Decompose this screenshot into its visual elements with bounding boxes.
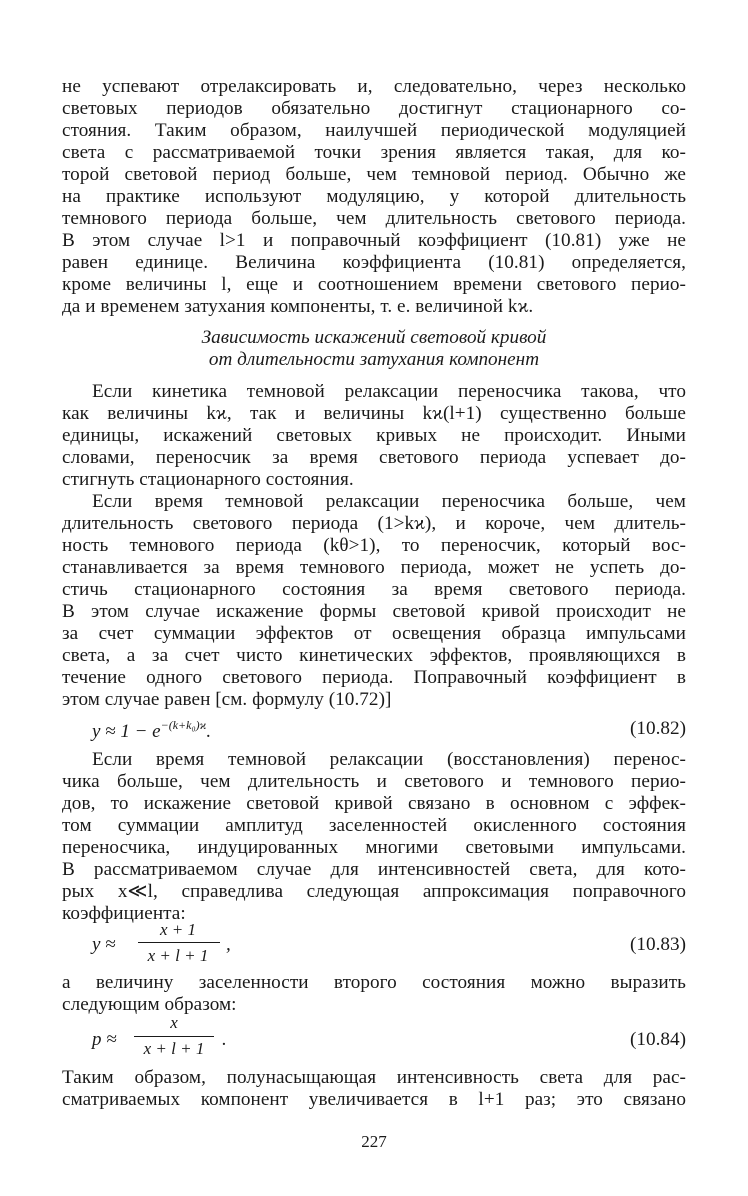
text-line: света с рассматриваемой точки зрения является такая, для ко- <box>62 142 686 163</box>
equation-number: (10.83) <box>630 934 686 955</box>
text-line: переносчика, индуцированных многими световыми импульсами. <box>62 837 686 858</box>
fraction-numerator: x <box>170 1013 178 1032</box>
text-line: дов, то искажение световой кривой связано в основном с эффек- <box>62 793 686 814</box>
text-line: Таким образом, полунасыщающая интенсивность света для рас- <box>62 1067 686 1088</box>
equation-punctuation: . <box>222 1029 227 1050</box>
heading-line: от длительности затухания компонент <box>208 349 540 370</box>
text-line: чика больше, чем длительность и светового и темнового перио- <box>62 771 686 792</box>
text-line: следующим образом: <box>62 994 237 1015</box>
text-line: равен единице. Величина коэффициента (10.81) определяется, <box>62 252 686 273</box>
text-line: В этом случае l>1 и поправочный коэффициент (10.81) уже не <box>62 230 686 251</box>
equation-lhs: y ≈ <box>92 934 116 955</box>
text-line: не успевают отрелаксировать и, следовательно, через несколько <box>62 76 686 97</box>
text-line: на практике используют модуляцию, у которой длительность <box>62 186 686 207</box>
text-line: том суммации амплитуд заселенностей окисленного состояния <box>62 815 686 836</box>
fraction-denominator: x + l + 1 <box>147 946 209 965</box>
text-line: В этом случае искажение формы световой кривой происходит не <box>62 601 686 622</box>
text-line: стичь стационарного состояния за время светового периода. <box>62 579 686 600</box>
text-line: за счет суммации эффектов от освещения образца импульсами <box>62 623 686 644</box>
text-line: как величины kϰ, так и величины kϰ(l+1) существенно больше <box>62 403 686 424</box>
text-line: да и временем затухания компоненты, т. е. величиной kϰ. <box>62 296 534 317</box>
fraction-numerator: x + 1 <box>159 920 197 939</box>
text-line: ность темнового периода (kθ>1), то переносчик, который вос- <box>62 535 686 556</box>
text-line: Если время темновой релаксации переносчика больше, чем <box>92 491 686 512</box>
text-line: длительность светового периода (1>kϰ), и короче, чем длитель- <box>62 513 686 534</box>
page-number: 227 <box>361 1132 387 1151</box>
text-line: течение одного светового периода. Поправочный коэффициент в <box>62 667 686 688</box>
text-line: словами, переносчик за время светового периода успевает до- <box>62 447 686 468</box>
fraction-bar <box>138 942 220 943</box>
text-line: торой световой период больше, чем темновой период. Обычно же <box>62 164 686 185</box>
text-line: стигнуть стационарного состояния. <box>62 469 354 490</box>
text-line: этом случае равен [см. формулу (10.72)] <box>62 689 392 710</box>
text-line: стояния. Таким образом, наилучшей периодической модуляцией <box>62 120 686 141</box>
text-line: света, а за счет чисто кинетических эффектов, проявляющихся в <box>62 645 686 666</box>
text-line: световых периодов обязательно достигнут стационарного со- <box>62 98 686 119</box>
equation-number: (10.82) <box>630 718 686 739</box>
text-line: коэффициента: <box>62 903 186 924</box>
text-line: рых x≪l, справедлива следующая аппроксимация поправочного <box>62 881 686 902</box>
heading-line: Зависимость искажений световой кривой <box>201 327 547 348</box>
text-line: единицы, искажений световых кривых не происходит. Иными <box>62 425 686 446</box>
text-line: В рассматриваемом случае для интенсивностей света, для кото- <box>62 859 686 880</box>
equation-lhs: p ≈ <box>92 1029 117 1050</box>
text-line: станавливается за время темнового периода, может не успеть до- <box>62 557 686 578</box>
text-line: а величину заселенности второго состояния можно выразить <box>62 972 686 993</box>
text-line: кроме величины l, еще и соотношением времени светового перио- <box>62 274 686 295</box>
fraction-denominator: x + l + 1 <box>143 1039 205 1058</box>
text-line: сматриваемых компонент увеличивается в l+1 раз; это связано <box>62 1089 686 1110</box>
text-line: темнового периода больше, чем длительность светового периода. <box>62 208 686 229</box>
fraction-bar <box>134 1036 214 1037</box>
equation-formula: $y \approx 1 - e^{-(k+k_0)ϰ}$. <box>92 718 212 742</box>
equation-punctuation: , <box>226 934 231 955</box>
text-line: Если время темновой релаксации (восстановления) перенос- <box>92 749 686 770</box>
text-line: Если кинетика темновой релаксации переносчика такова, что <box>92 381 686 402</box>
equation-number: (10.84) <box>630 1029 686 1050</box>
